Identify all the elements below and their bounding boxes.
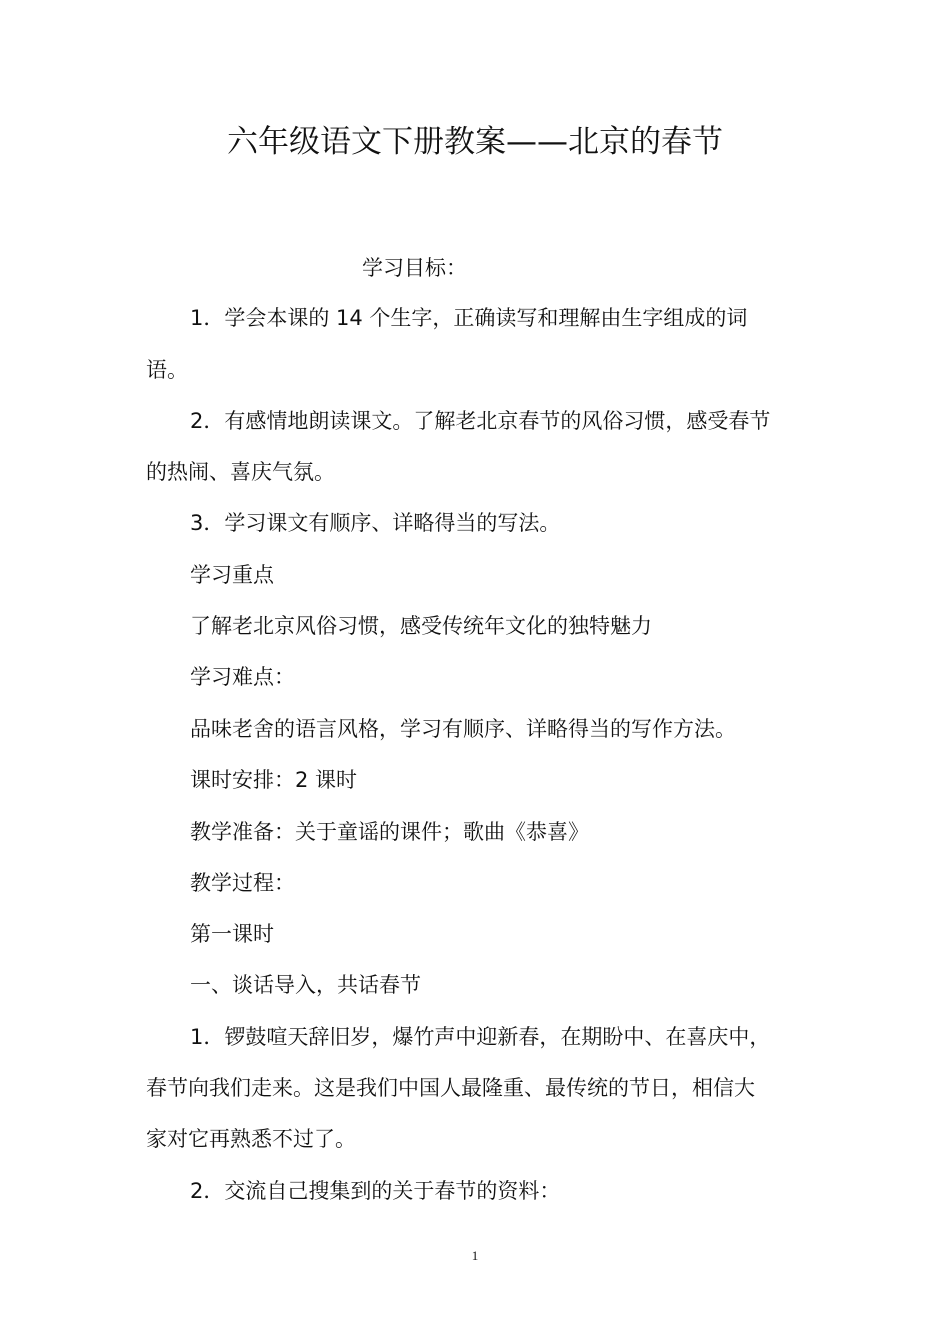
step-two-line: 2．交流自己搜集到的关于春节的资料： [190,1179,561,1203]
part-one-heading: 一、谈话导入，共话春节 [190,973,421,997]
key-point-text: 了解老北京风俗习惯，感受传统年文化的独特魅力 [190,614,652,638]
section-heading-learning-goals: 学习目标： [362,256,467,280]
step-one-line-3: 家对它再熟悉不过了。 [146,1127,356,1151]
difficulty-text: 品味老舍的语言风格，学习有顺序、详略得当的写作方法。 [190,717,736,741]
process-label: 教学过程： [190,871,295,895]
page-number: 1 [471,1248,479,1263]
difficulty-label: 学习难点： [190,665,295,689]
goal-2-line-2: 的热闹、喜庆气氛。 [146,460,335,484]
preparation-line: 教学准备：关于童谣的课件；歌曲《恭喜》 [190,820,589,844]
goal-2-line-1: 2．有感情地朗读课文。了解老北京春节的风俗习惯，感受春节 [190,409,771,433]
schedule-line: 课时安排：2 课时 [190,768,358,792]
step-one-line-1: 1．锣鼓喧天辞旧岁，爆竹声中迎新春，在期盼中、在喜庆中， [190,1025,771,1049]
step-one-line-2: 春节向我们走来。这是我们中国人最隆重、最传统的节日，相信大 [146,1076,755,1100]
key-point-label: 学习重点 [190,563,274,587]
goal-3-line-1: 3．学习课文有顺序、详略得当的写法。 [190,511,561,535]
goal-1-line-2: 语。 [146,358,188,382]
goal-1-line-1: 1．学会本课的 14 个生字，正确读写和理解由生字组成的词 [190,306,748,330]
document-title: 六年级语文下册教案——北京的春节 [227,124,723,160]
lesson-label: 第一课时 [190,922,274,946]
